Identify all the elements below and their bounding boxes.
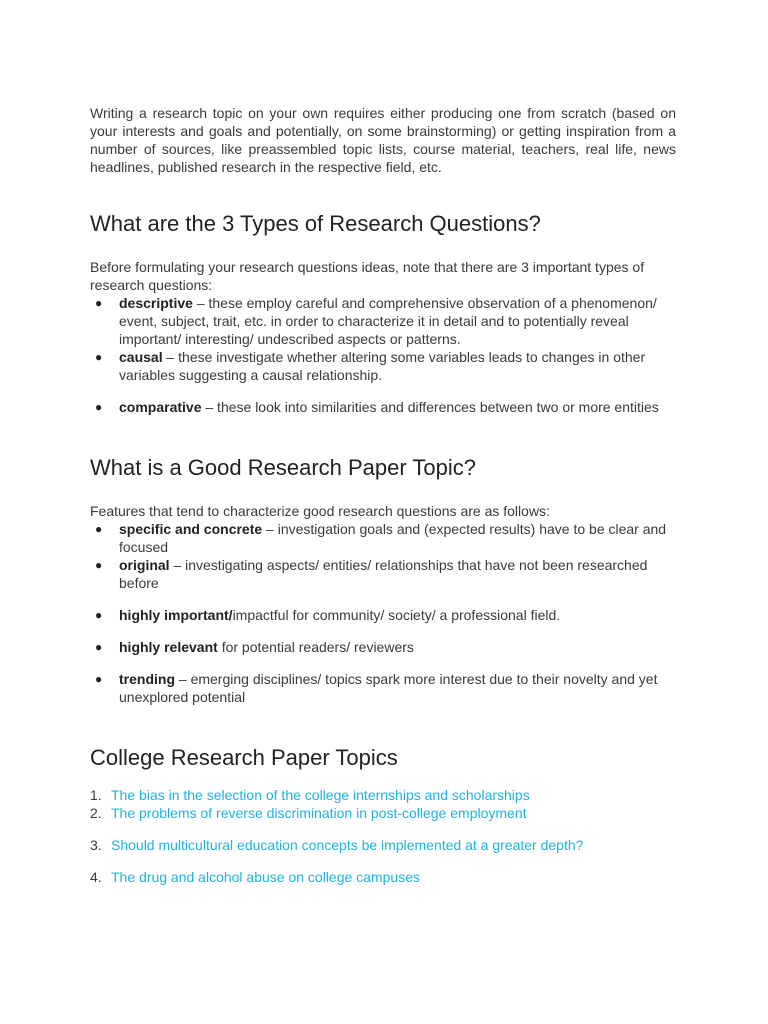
list-item-text: – these look into similarities and differences between two or more entities xyxy=(201,399,659,415)
intro-paragraph: Writing a research topic on your own requires either producing one from scratch (based on your interests and goals and potentially, on some brainstorming) or getting inspiration from a number of sources, like preassembled topic lists, course material, teachers, real life, news headlines, published research in the respective field, etc. xyxy=(90,105,676,175)
list-item-text: – investigating aspects/ entities/ relationships that have not been researched before xyxy=(119,557,648,591)
list-number: 4. xyxy=(90,869,102,885)
bullet-icon: ● xyxy=(95,608,103,622)
list-item xyxy=(90,520,676,556)
topic-link[interactable]: The problems of reverse discrimination in post-college employment xyxy=(111,805,527,821)
list-item xyxy=(90,638,676,656)
good-topic-heading: What is a Good Research Paper Topic? xyxy=(90,455,477,480)
topic-link[interactable]: The drug and alcohol abuse on college campuses xyxy=(111,869,420,885)
college-topics-list xyxy=(90,786,676,886)
list-item-text: – these investigate whether altering some variables leads to changes in other variables suggesting a causal relationship. xyxy=(119,349,646,383)
list-item-text: for potential readers/ reviewers xyxy=(217,639,414,655)
topic-link[interactable]: The bias in the selection of the college internships and scholarships xyxy=(111,787,530,803)
list-item-term: specific and concrete xyxy=(119,521,263,537)
document-body xyxy=(90,104,676,886)
bullet-icon: ● xyxy=(95,522,103,536)
types-lead: Before formulating your research questions ideas, note that there are 3 important types of research questions: xyxy=(90,259,645,293)
types-list xyxy=(90,294,676,416)
bullet-icon: ● xyxy=(95,400,103,414)
bullet-icon: ● xyxy=(95,296,103,310)
list-item xyxy=(90,556,676,592)
list-item-text: – investigation goals and (expected results) have to be clear and focused xyxy=(119,521,667,555)
good-topic-lead: Features that tend to characterize good research questions are as follows: xyxy=(90,503,550,519)
list-item-term: causal xyxy=(119,349,163,365)
list-item-text: impactful for community/ society/ a professional field. xyxy=(232,607,561,623)
list-item-text: – these employ careful and comprehensive observation of a phenomenon/ event, subject, trait, etc. in order to characterize it in detail and to potentially reveal important/ interesting/ undescribed aspects or patterns. xyxy=(119,295,657,347)
list-item xyxy=(90,670,676,706)
list-item-term: trending xyxy=(119,671,175,687)
bullet-icon: ● xyxy=(95,350,103,364)
list-item xyxy=(90,348,676,384)
list-item xyxy=(90,868,676,886)
types-heading: What are the 3 Types of Research Questions? xyxy=(90,211,541,236)
list-item-term: descriptive xyxy=(119,295,193,311)
topic-link[interactable]: Should multicultural education concepts be implemented at a greater depth? xyxy=(111,837,584,853)
list-item xyxy=(90,804,676,822)
list-number: 1. xyxy=(90,787,102,803)
list-item-term: highly relevant xyxy=(119,639,218,655)
list-item-term: comparative xyxy=(119,399,202,415)
list-item xyxy=(90,398,676,416)
list-item xyxy=(90,836,676,854)
list-item-term: original xyxy=(119,557,170,573)
bullet-icon: ● xyxy=(95,672,103,686)
list-number: 3. xyxy=(90,837,102,853)
bullet-icon: ● xyxy=(95,640,103,654)
list-item xyxy=(90,606,676,624)
college-topics-heading: College Research Paper Topics xyxy=(90,745,398,770)
list-item xyxy=(90,786,676,804)
good-topic-list xyxy=(90,520,676,706)
list-item-term: highly important/ xyxy=(119,607,233,623)
list-number: 2. xyxy=(90,805,102,821)
bullet-icon: ● xyxy=(95,558,103,572)
list-item xyxy=(90,294,676,348)
list-item-text: – emerging disciplines/ topics spark more interest due to their novelty and yet unexplored potential xyxy=(119,671,658,705)
